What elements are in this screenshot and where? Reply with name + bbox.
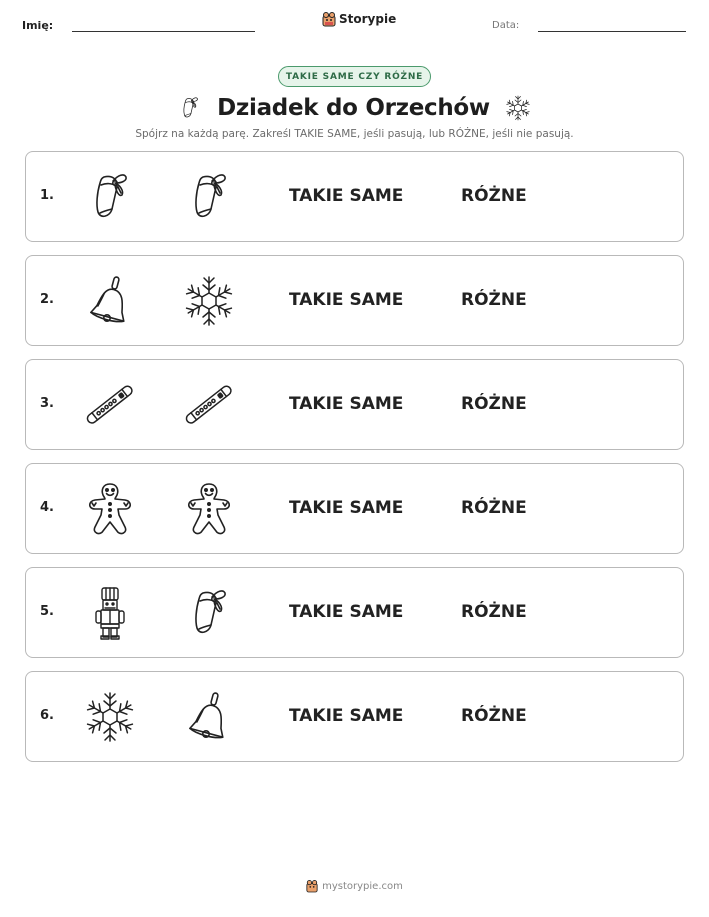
ballet-shoe-icon (181, 585, 237, 641)
same-option[interactable]: TAKIE SAME (289, 706, 404, 726)
ballet-shoe-icon (82, 169, 138, 225)
page-title: Dziadek do Orzechów (217, 95, 490, 121)
ballet-shoe-icon (181, 169, 237, 225)
exercise-row (25, 359, 684, 450)
gingerbread-man-icon (82, 481, 138, 537)
row-number: 1. (40, 188, 54, 203)
bell-icon (181, 689, 237, 745)
brand-logo (322, 11, 396, 27)
same-option[interactable]: TAKIE SAME (289, 394, 404, 414)
flute-icon (82, 377, 138, 433)
exercise-row (25, 567, 684, 658)
exercise-row (25, 463, 684, 554)
exercise-row (25, 255, 684, 346)
row-number: 4. (40, 500, 54, 515)
name-field[interactable] (72, 31, 255, 32)
different-option[interactable]: RÓŻNE (461, 290, 527, 310)
nutcracker-icon (82, 585, 138, 641)
different-option[interactable]: RÓŻNE (461, 706, 527, 726)
same-option[interactable]: TAKIE SAME (289, 602, 404, 622)
exercise-row (25, 671, 684, 762)
storypie-mascot-icon (306, 879, 318, 893)
date-label: Data: (492, 20, 520, 31)
instructions: Spójrz na każdą parę. Zakreśl TAKIE SAME, jeśli pasują, lub RÓŻNE, jeśli nie pasują. (135, 128, 574, 140)
worksheet-type-badge: TAKIE SAME CZY RÓŻNE (278, 66, 431, 87)
row-number: 5. (40, 604, 54, 619)
ballet-shoe-icon (177, 93, 203, 123)
row-number: 6. (40, 708, 54, 723)
exercise-row (25, 151, 684, 242)
flute-icon (181, 377, 237, 433)
gingerbread-man-icon (181, 481, 237, 537)
different-option[interactable]: RÓŻNE (461, 602, 527, 622)
date-field[interactable] (538, 31, 686, 32)
same-option[interactable]: TAKIE SAME (289, 498, 404, 518)
storypie-mascot-icon (322, 11, 336, 27)
snowflake-icon (504, 94, 532, 122)
different-option[interactable]: RÓŻNE (461, 498, 527, 518)
brand-name: Storypie (339, 12, 397, 26)
same-option[interactable]: TAKIE SAME (289, 290, 404, 310)
footer-url: mystorypie.com (322, 880, 403, 892)
same-option[interactable]: TAKIE SAME (289, 186, 404, 206)
different-option[interactable]: RÓŻNE (461, 186, 527, 206)
bell-icon (82, 273, 138, 329)
row-number: 2. (40, 292, 54, 307)
row-number: 3. (40, 396, 54, 411)
snowflake-icon (181, 273, 237, 329)
title-row (0, 90, 709, 126)
name-label: Imię: (22, 19, 54, 32)
footer (0, 879, 709, 893)
snowflake-icon (82, 689, 138, 745)
different-option[interactable]: RÓŻNE (461, 394, 527, 414)
